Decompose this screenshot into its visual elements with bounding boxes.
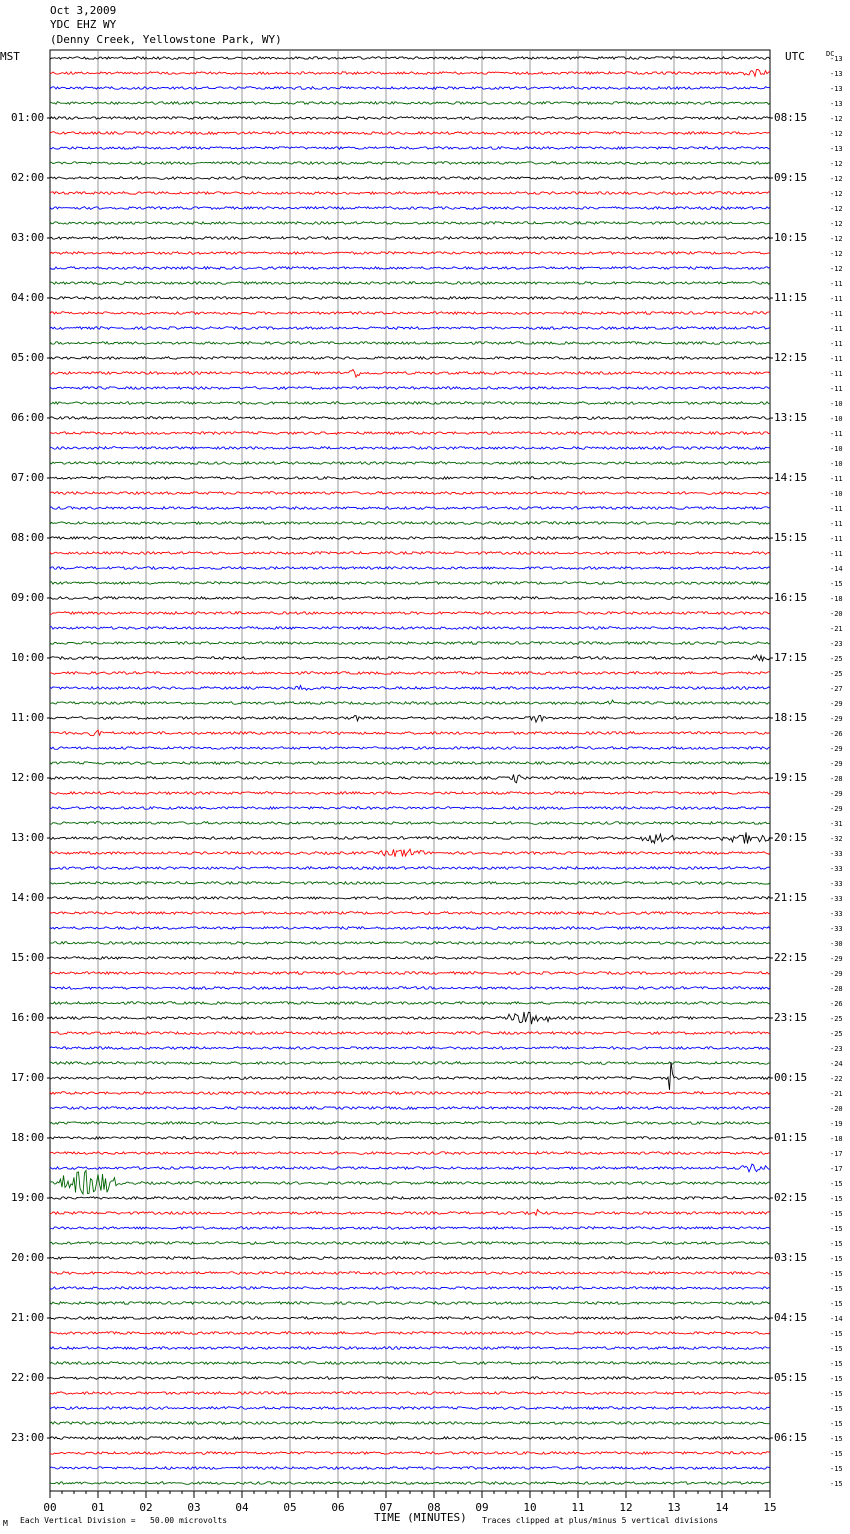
dc-offset-value: -29	[830, 745, 843, 753]
dc-offset-value: -15	[830, 1420, 843, 1428]
right-hour-label: 09:15	[774, 171, 808, 184]
dc-offset-value: -23	[830, 640, 843, 648]
x-tick-label: 08	[427, 1501, 441, 1514]
left-hour-label: 03:00	[11, 231, 45, 244]
dc-offset-value: -33	[830, 925, 843, 933]
trace-row	[50, 87, 770, 90]
dc-offset-value: -15	[830, 1360, 843, 1368]
dc-offset-value: -15	[830, 1375, 843, 1383]
dc-offset-value: -14	[830, 565, 843, 573]
trace-row	[50, 417, 770, 420]
x-tick-label: 05	[283, 1501, 297, 1514]
dc-offset-value: -29	[830, 715, 843, 723]
dc-offset-value: -10	[830, 400, 843, 408]
trace-row	[50, 207, 770, 210]
dc-offset-value: -33	[830, 880, 843, 888]
right-hour-label: 20:15	[774, 831, 808, 844]
plot-frame	[50, 50, 770, 1491]
dc-offset-value: -11	[830, 385, 843, 393]
dc-offset-value: -12	[830, 190, 843, 198]
left-hour-label: 07:00	[11, 471, 45, 484]
trace-row	[50, 1171, 770, 1195]
dc-offset-value: -33	[830, 895, 843, 903]
trace-row	[50, 357, 770, 360]
trace-row	[50, 1152, 770, 1155]
dc-offset-value: -29	[830, 760, 843, 768]
trace-row	[50, 1047, 770, 1050]
trace-row	[50, 655, 770, 661]
trace-row	[50, 792, 770, 795]
trace-row	[50, 57, 770, 60]
dc-offset-value: -24	[830, 1060, 843, 1068]
trace-row	[50, 1302, 770, 1305]
right-hour-label: 15:15	[774, 531, 808, 544]
dc-offset-value: -25	[830, 670, 843, 678]
x-tick-label: 02	[139, 1501, 153, 1514]
left-hour-label: 12:00	[11, 771, 45, 784]
dc-offset-value: -33	[830, 850, 843, 858]
right-hour-label: 14:15	[774, 471, 808, 484]
dc-offset-value: -11	[830, 505, 843, 513]
clip-note: Traces clipped at plus/minus 5 vertical divisions	[482, 1516, 719, 1525]
dc-offset-value: -15	[830, 1390, 843, 1398]
right-axis-title: UTC	[785, 50, 805, 63]
left-hour-label: 06:00	[11, 411, 45, 424]
right-hour-label: 19:15	[774, 771, 808, 784]
dc-offset-value: -15	[830, 1330, 843, 1338]
trace-row	[50, 1287, 770, 1290]
trace-row	[50, 942, 770, 945]
trace-row	[50, 507, 770, 510]
dc-offset-value: -20	[830, 1105, 843, 1113]
dc-offset-value: -21	[830, 625, 843, 633]
trace-row	[50, 849, 770, 857]
dc-offset-value: -12	[830, 220, 843, 228]
trace-row	[50, 1437, 770, 1440]
dc-offset-value: -15	[830, 1300, 843, 1308]
right-hour-label: 04:15	[774, 1311, 808, 1324]
trace-row	[50, 447, 770, 450]
right-hour-label: 01:15	[774, 1131, 808, 1144]
dc-offset-value: -12	[830, 175, 843, 183]
x-tick-label: 11	[571, 1501, 585, 1514]
left-hour-label: 19:00	[11, 1191, 45, 1204]
trace-row	[50, 552, 770, 555]
trace-row	[50, 312, 770, 315]
dc-offset-value: -12	[830, 115, 843, 123]
right-hour-label: 10:15	[774, 231, 808, 244]
trace-row	[50, 1407, 770, 1410]
trace-row	[50, 327, 770, 330]
left-hour-label: 14:00	[11, 891, 45, 904]
dc-offset-value: -15	[830, 1180, 843, 1188]
trace-row	[50, 1002, 770, 1005]
x-tick-label: 06	[331, 1501, 345, 1514]
trace-row	[50, 1062, 770, 1090]
left-hour-label: 16:00	[11, 1011, 45, 1024]
left-hour-label: 20:00	[11, 1251, 45, 1264]
dc-label: DC	[826, 50, 835, 58]
right-hour-label: 11:15	[774, 291, 808, 304]
dc-offset-value: -10	[830, 415, 843, 423]
x-tick-label: 01	[91, 1501, 105, 1514]
dc-offset-value: -22	[830, 1075, 843, 1083]
dc-offset-value: -15	[830, 1225, 843, 1233]
trace-row	[50, 597, 770, 600]
dc-offset-value: -15	[830, 1270, 843, 1278]
x-tick-label: 10	[523, 1501, 537, 1514]
left-hour-label: 15:00	[11, 951, 45, 964]
dc-offset-value: -15	[830, 1405, 843, 1413]
dc-offset-value: -25	[830, 655, 843, 663]
trace-row	[50, 686, 770, 691]
scale-note: Each Vertical Division = 50.00 microvolts	[20, 1516, 228, 1525]
left-hour-label: 21:00	[11, 1311, 45, 1324]
trace-row	[50, 1107, 770, 1110]
trace-row	[50, 762, 770, 765]
trace-row	[50, 832, 770, 843]
trace-row	[50, 1422, 770, 1425]
left-hour-label: 11:00	[11, 711, 45, 724]
dc-offset-value: -23	[830, 1045, 843, 1053]
trace-row	[50, 972, 770, 975]
x-tick-label: 14	[715, 1501, 729, 1514]
dc-offset-value: -11	[830, 535, 843, 543]
dc-offset-value: -21	[830, 1090, 843, 1098]
trace-row	[50, 267, 770, 270]
trace-row	[50, 222, 770, 225]
trace-row	[50, 730, 770, 736]
trace-row	[50, 716, 770, 723]
dc-offset-value: -12	[830, 265, 843, 273]
trace-row	[50, 462, 770, 465]
trace-row	[50, 1332, 770, 1335]
trace-row	[50, 237, 770, 240]
trace-row	[50, 582, 770, 585]
trace-row	[50, 477, 770, 480]
dc-offset-value: -13	[830, 100, 843, 108]
trace-row	[50, 1242, 770, 1245]
dc-offset-value: -29	[830, 955, 843, 963]
trace-row	[50, 1482, 770, 1485]
dc-offset-value: -26	[830, 730, 843, 738]
trace-row	[50, 912, 770, 915]
dc-offset-value: -33	[830, 910, 843, 918]
trace-row	[50, 537, 770, 540]
trace-row	[50, 1197, 770, 1200]
dc-offset-value: -30	[830, 940, 843, 948]
dc-offset-value: -12	[830, 130, 843, 138]
dc-offset-value: -11	[830, 355, 843, 363]
trace-row	[50, 1032, 770, 1035]
x-tick-label: 03	[187, 1501, 201, 1514]
trace-row	[50, 1257, 770, 1260]
dc-offset-value: -11	[830, 340, 843, 348]
trace-row	[50, 627, 770, 630]
dc-offset-value: -28	[830, 775, 843, 783]
trace-row	[50, 492, 770, 495]
left-hour-label: 08:00	[11, 531, 45, 544]
dc-offset-value: -18	[830, 595, 843, 603]
trace-row	[50, 432, 770, 435]
right-hour-label: 03:15	[774, 1251, 808, 1264]
left-hour-label: 18:00	[11, 1131, 45, 1144]
x-axis-title: TIME (MINUTES)	[374, 1511, 467, 1524]
trace-row	[50, 297, 770, 300]
left-hour-label: 17:00	[11, 1071, 45, 1084]
trace-row	[50, 672, 770, 675]
x-tick-label: 00	[43, 1501, 57, 1514]
x-tick-label: 04	[235, 1501, 249, 1514]
dc-offset-value: -32	[830, 835, 843, 843]
right-hour-label: 08:15	[774, 111, 808, 124]
trace-row	[50, 387, 770, 390]
right-hour-label: 22:15	[774, 951, 808, 964]
dc-offset-value: -13	[830, 145, 843, 153]
trace-row	[50, 522, 770, 525]
right-hour-label: 05:15	[774, 1371, 808, 1384]
dc-offset-value: -15	[830, 1480, 843, 1488]
trace-row	[50, 700, 770, 704]
dc-offset-value: -11	[830, 370, 843, 378]
trace-row	[50, 1012, 770, 1024]
trace-row	[50, 1317, 770, 1320]
dc-offset-value: -15	[830, 580, 843, 588]
dc-offset-value: -11	[830, 550, 843, 558]
dc-offset-value: -17	[830, 1150, 843, 1158]
left-hour-label: 23:00	[11, 1431, 45, 1444]
trace-row	[50, 775, 770, 783]
left-axis-title: MST	[0, 50, 20, 63]
trace-row	[50, 402, 770, 405]
trace-row	[50, 1137, 770, 1140]
dc-offset-value: -20	[830, 610, 843, 618]
dc-offset-value: -10	[830, 445, 843, 453]
dc-offset-value: -11	[830, 295, 843, 303]
dc-offset-value: -13	[830, 85, 843, 93]
right-hour-label: 13:15	[774, 411, 808, 424]
dc-offset-value: -18	[830, 1135, 843, 1143]
station-code: YDC EHZ WY	[50, 18, 117, 31]
dc-offset-value: -29	[830, 790, 843, 798]
dc-offset-value: -25	[830, 1015, 843, 1023]
dc-offset-value: -13	[830, 70, 843, 78]
right-hour-label: 17:15	[774, 651, 808, 664]
dc-offset-value: -15	[830, 1255, 843, 1263]
station-location: (Denny Creek, Yellowstone Park, WY)	[50, 33, 282, 46]
trace-row	[50, 192, 770, 195]
right-hour-label: 21:15	[774, 891, 808, 904]
trace-row	[50, 882, 770, 885]
x-tick-label: 09	[475, 1501, 489, 1514]
trace-row	[50, 102, 770, 105]
right-hour-label: 00:15	[774, 1071, 808, 1084]
trace-row	[50, 132, 770, 135]
trace-row	[50, 927, 770, 930]
dc-offset-value: -12	[830, 235, 843, 243]
left-hour-label: 10:00	[11, 651, 45, 664]
dc-offset-value: -12	[830, 160, 843, 168]
trace-row	[50, 342, 770, 345]
x-tick-label: 13	[667, 1501, 681, 1514]
dc-offset-value: -29	[830, 805, 843, 813]
x-tick-label: 12	[619, 1501, 633, 1514]
trace-row	[50, 987, 770, 990]
dc-offset-value: -10	[830, 460, 843, 468]
dc-offset-value: -28	[830, 985, 843, 993]
trace-row	[50, 70, 770, 77]
x-tick-label: 07	[379, 1501, 393, 1514]
dc-offset-value: -11	[830, 475, 843, 483]
trace-row	[50, 567, 770, 570]
trace-row	[50, 1452, 770, 1455]
dc-offset-value: -15	[830, 1435, 843, 1443]
left-hour-label: 04:00	[11, 291, 45, 304]
dc-offset-value: -27	[830, 685, 843, 693]
right-hour-label: 23:15	[774, 1011, 808, 1024]
dc-offset-value: -15	[830, 1285, 843, 1293]
left-hour-label: 13:00	[11, 831, 45, 844]
right-hour-label: 18:15	[774, 711, 808, 724]
trace-row	[50, 642, 770, 645]
left-hour-label: 09:00	[11, 591, 45, 604]
dc-offset-value: -11	[830, 325, 843, 333]
left-hour-label: 05:00	[11, 351, 45, 364]
trace-row	[50, 957, 770, 960]
trace-row	[50, 867, 770, 870]
trace-row	[50, 282, 770, 285]
dc-offset-value: -15	[830, 1240, 843, 1248]
trace-row	[50, 747, 770, 750]
trace-row	[50, 807, 770, 810]
trace-row	[50, 1362, 770, 1365]
trace-row	[50, 1347, 770, 1350]
dc-offset-value: -15	[830, 1195, 843, 1203]
trace-row	[50, 1210, 770, 1216]
trace-row	[50, 1467, 770, 1470]
dc-offset-value: -15	[830, 1210, 843, 1218]
dc-offset-value: -29	[830, 970, 843, 978]
dc-offset-value: -17	[830, 1165, 843, 1173]
trace-row	[50, 1227, 770, 1230]
trace-row	[50, 1272, 770, 1275]
dc-offset-value: -11	[830, 430, 843, 438]
dc-offset-value: -11	[830, 310, 843, 318]
dc-offset-value: -11	[830, 520, 843, 528]
dc-offset-value: -13	[830, 55, 843, 63]
left-hour-label: 01:00	[11, 111, 45, 124]
trace-row	[50, 252, 770, 255]
dc-offset-value: -12	[830, 205, 843, 213]
dc-offset-value: -11	[830, 280, 843, 288]
record-date: Oct 3,2009	[50, 4, 117, 17]
trace-row	[50, 612, 770, 615]
trace-row	[50, 1122, 770, 1125]
dc-offset-value: -29	[830, 700, 843, 708]
dc-offset-value: -14	[830, 1315, 843, 1323]
right-hour-label: 06:15	[774, 1431, 808, 1444]
trace-row	[50, 1062, 770, 1065]
dc-offset-value: -31	[830, 820, 843, 828]
trace-row	[50, 1092, 770, 1095]
right-hour-label: 12:15	[774, 351, 808, 364]
dc-offset-value: -25	[830, 1030, 843, 1038]
trace-row	[50, 822, 770, 825]
right-hour-label: 16:15	[774, 591, 808, 604]
trace-row	[50, 897, 770, 900]
dc-offset-value: -19	[830, 1120, 843, 1128]
dc-offset-value: -26	[830, 1000, 843, 1008]
left-hour-label: 22:00	[11, 1371, 45, 1384]
right-hour-label: 02:15	[774, 1191, 808, 1204]
left-hour-label: 02:00	[11, 171, 45, 184]
trace-row	[50, 1164, 770, 1172]
x-tick-label: 15	[763, 1501, 777, 1514]
trace-row	[50, 147, 770, 150]
dc-offset-value: -15	[830, 1450, 843, 1458]
trace-row	[50, 117, 770, 120]
dc-offset-value: -10	[830, 490, 843, 498]
trace-row	[50, 1377, 770, 1380]
dc-offset-value: -15	[830, 1345, 843, 1353]
corner-mark: M	[3, 1519, 8, 1528]
trace-row	[50, 177, 770, 180]
trace-row	[50, 1392, 770, 1395]
dc-offset-value: -33	[830, 865, 843, 873]
dc-offset-value: -12	[830, 250, 843, 258]
trace-row	[50, 370, 770, 378]
dc-offset-value: -15	[830, 1465, 843, 1473]
trace-row	[50, 162, 770, 165]
